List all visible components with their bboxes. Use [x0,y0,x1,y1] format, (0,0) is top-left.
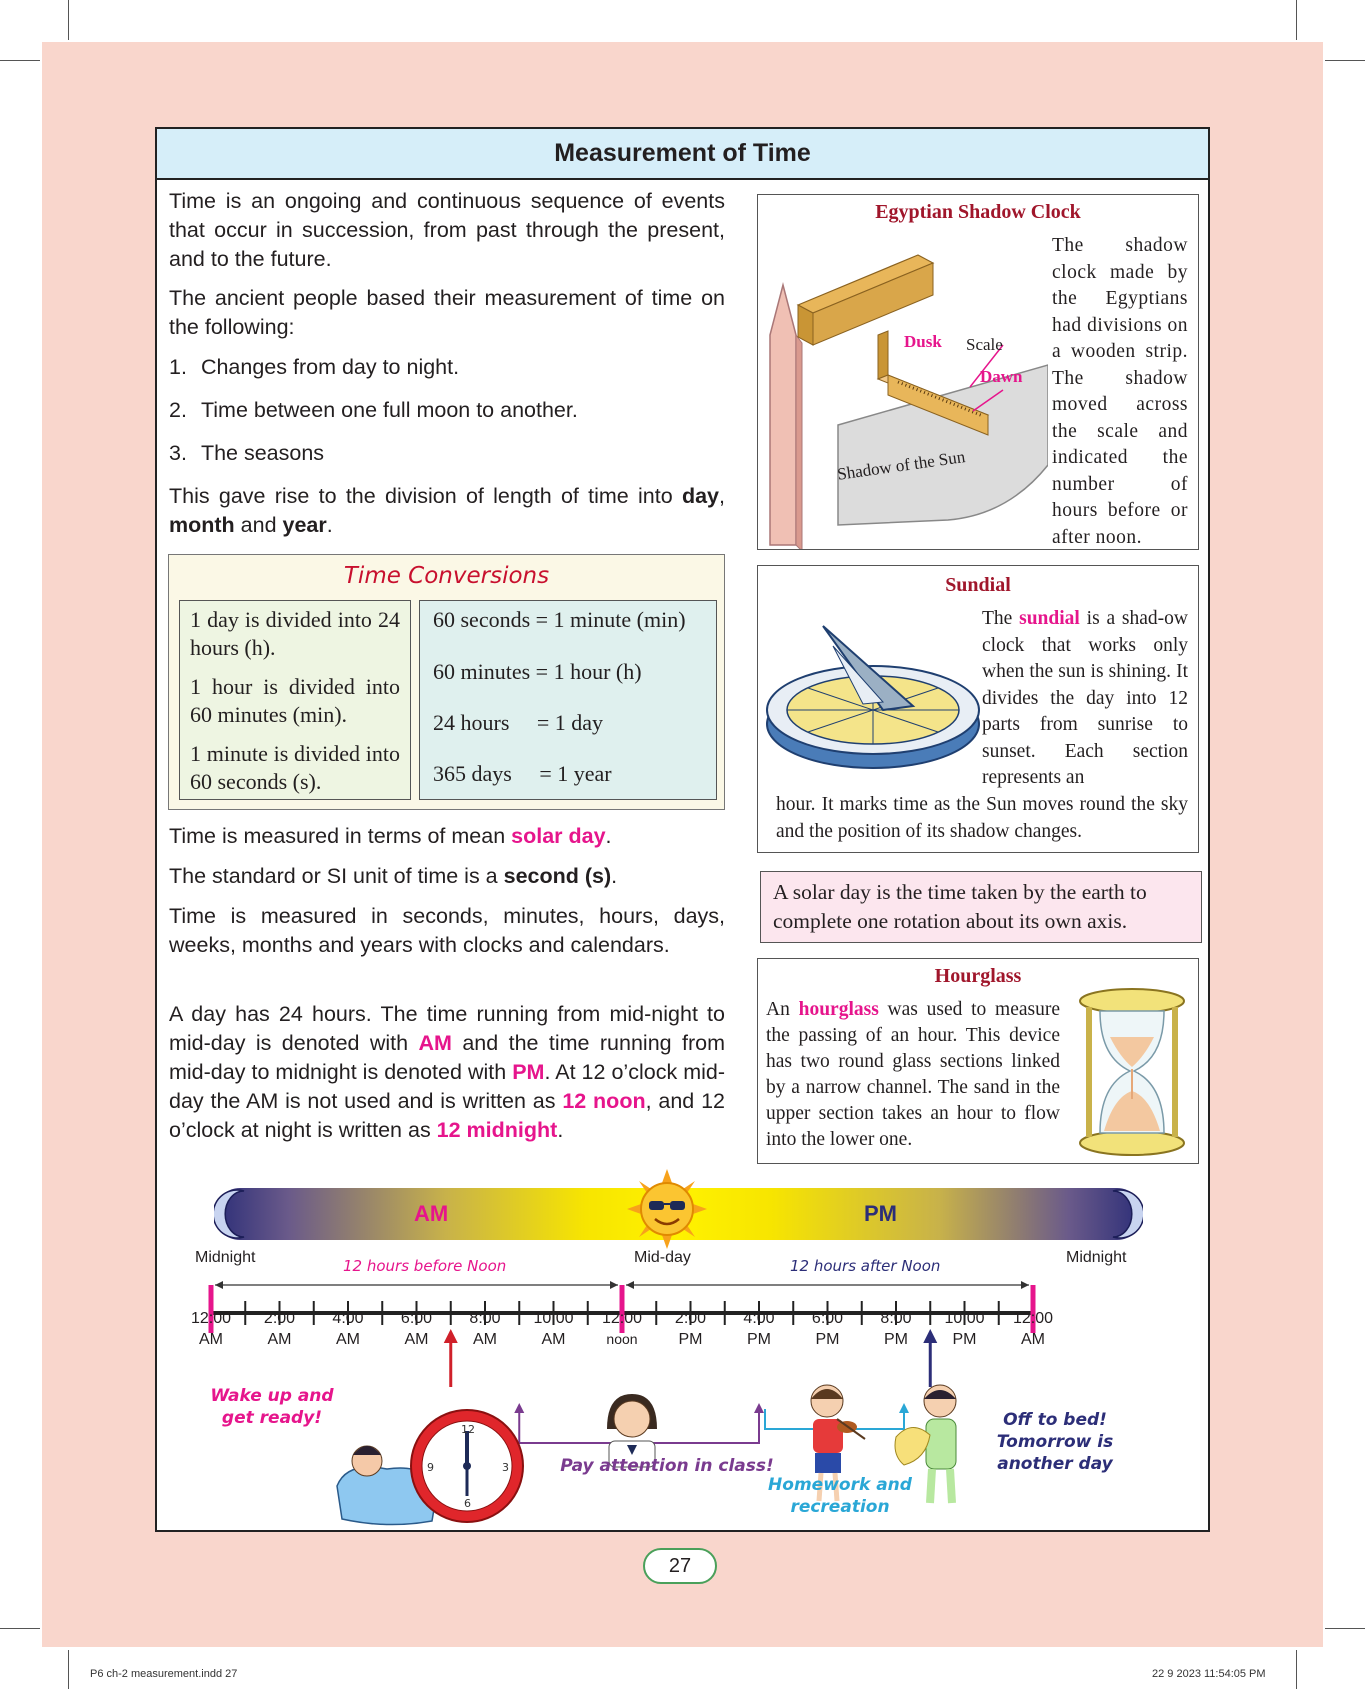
arrow-head [626,1281,634,1289]
caption-off-to-bed: Off to bed! Tomorrow is another day [996,1410,1114,1474]
paragraph-division: This gave rise to the division of length of time into day, month and year. [169,484,725,537]
hourglass-box [757,958,1199,1164]
pm-label: PM [864,1201,897,1226]
sundial-illustration [763,606,983,776]
tick-label: 12:00 AM [1012,1310,1054,1348]
page-title: Measurement of Time [157,129,1208,180]
tick-label: 10:00 PM [944,1310,985,1348]
caption-pay-attention: Pay attention in class! [560,1456,774,1476]
paragraph-units: Time is measured in seconds, minutes, hours, days, weeks, months and years with clocks and calendars. [169,904,725,957]
caption-wake-up: Wake up and get ready! [210,1386,334,1428]
paragraph-definition: Time is an ongoing and continuous sequence of events that occur in succession, from past through the present, and to the future. [169,189,725,271]
arrow-head [215,1281,223,1289]
paragraph-ancient: The ancient people based their measurement of time on the following: [169,286,725,339]
list-item: 1. Changes from day to night. [169,355,460,379]
slug-timestamp: 22 9 2023 11:54:05 PM [1152,1668,1266,1680]
after-noon-label: 12 hours after Noon [790,1257,941,1275]
label-dawn: Dawn [980,367,1023,386]
crop-mark [0,1628,40,1629]
tick-label: 6:00 AM [400,1310,433,1348]
tick-label: 12:00 noon [601,1310,643,1347]
crop-mark [1296,0,1297,40]
conversions-divisions: 1 day is divided into 24 hours (h). 1 hour is divided into 60 minutes (min). 1 minute is divided into 60 seconds (s). [179,600,411,800]
tick-label: 6:00 PM [811,1310,844,1348]
tick-label: 10:00 AM [533,1310,574,1348]
list-item: 2. Time between one full moon to another. [169,398,578,422]
crop-mark [1325,1628,1365,1629]
sundial-text-top: The sundial is a shad-ow clock that works only when the sun is shining. It divides the day into 12 parts from sunrise to sunset. Each section represents an [982,608,1188,788]
midnight-end-label: Midnight [1066,1249,1127,1266]
arrow-head [1021,1281,1029,1289]
label-dusk: Dusk [904,332,942,351]
paragraph-am-pm: A day has 24 hours. The time running from mid-night to mid-day is denoted with AM and the time running from mid-day to midnight is denoted with PM. At 12 o’clock mid-day the AM is not used and is written as 12 noon, and 12 o’clock at night is written as 12 midnight. [169,1002,726,1142]
shadow-clock-title: Egyptian Shadow Clock [875,201,1081,223]
sundial-title: Sundial [945,574,1011,596]
moon-icon [214,1185,254,1243]
class-bracket-head [754,1403,764,1413]
hourglass-title: Hourglass [934,965,1022,987]
svg-text:6: 6 [464,1497,471,1510]
sundial-box [757,565,1199,853]
conversions-title: Time Conversions [343,563,550,589]
crop-mark [68,1650,69,1689]
am-label: AM [414,1201,449,1226]
list-item: 3. The seasons [169,441,325,465]
basis-list [169,353,725,465]
caption-homework: Homework and recreation [768,1475,912,1517]
time-conversions-box [168,554,725,810]
tick-label: 8:00 PM [880,1310,912,1348]
tick-label: 4:00 PM [743,1310,775,1348]
content-frame [155,127,1210,1532]
arrow-head [610,1281,618,1289]
hourglass-illustration [1074,987,1190,1157]
crop-mark [1325,60,1365,61]
midnight-start-label: Midnight [195,1249,256,1266]
tick-label: 4:00 AM [332,1310,364,1348]
slug-filename: P6 ch-2 measurement.indd 27 [90,1668,238,1680]
sundial-text-bottom: hour. It marks time as the Sun moves round the sky and the position of its shadow changes. [776,794,1188,842]
tick-label: 2:00 PM [674,1310,707,1348]
crop-mark [0,60,40,61]
midday-label: Mid-day [634,1249,691,1266]
crop-mark [68,0,69,40]
paragraph-si-unit: The standard or SI unit of time is a second (s). [169,864,618,888]
tick-label: 2:00 AM [263,1310,296,1348]
shadow-clock-illustration [758,225,1048,549]
hourglass-text: An hourglass was used to measure the passing of an hour. This device has two round glass sections linked by a narrow channel. The sand in the upper section takes an hour to flow into the lower one. [766,999,1060,1150]
tick-label: 8:00 AM [469,1310,501,1348]
shadow-clock-text: The shadow clock made by the Egyptians had divisions on a wooden strip. The shadow moved across the scale and indicated the number of hours before or after noon. [1052,235,1188,548]
alarm-clock-illustration [327,1391,527,1526]
svg-text:9: 9 [427,1461,434,1474]
shadow-clock-box [757,194,1199,550]
svg-text:12: 12 [461,1423,475,1436]
paragraph-solar-day: Time is measured in terms of mean solar day. [169,824,612,848]
tick-label: 12:00 AM [190,1310,232,1348]
conversions-equalities: 60 seconds = 1 minute (min) 60 minutes = 1 hour (h) 24 hours = 1 day 365 days = 1 year [419,600,717,800]
before-noon-label: 12 hours before Noon [343,1257,507,1275]
solar-day-note: A solar day is the time taken by the earth to complete one rotation about its own axis. [760,871,1202,943]
label-scale: Scale [966,335,1003,354]
page-number: 27 [643,1548,717,1584]
svg-text:3: 3 [502,1461,509,1474]
label-shadow-of-sun: Shadow of the Sun [836,447,967,484]
sun-icon [627,1169,707,1249]
moon-icon [1103,1185,1143,1243]
crop-mark [1296,1650,1297,1689]
